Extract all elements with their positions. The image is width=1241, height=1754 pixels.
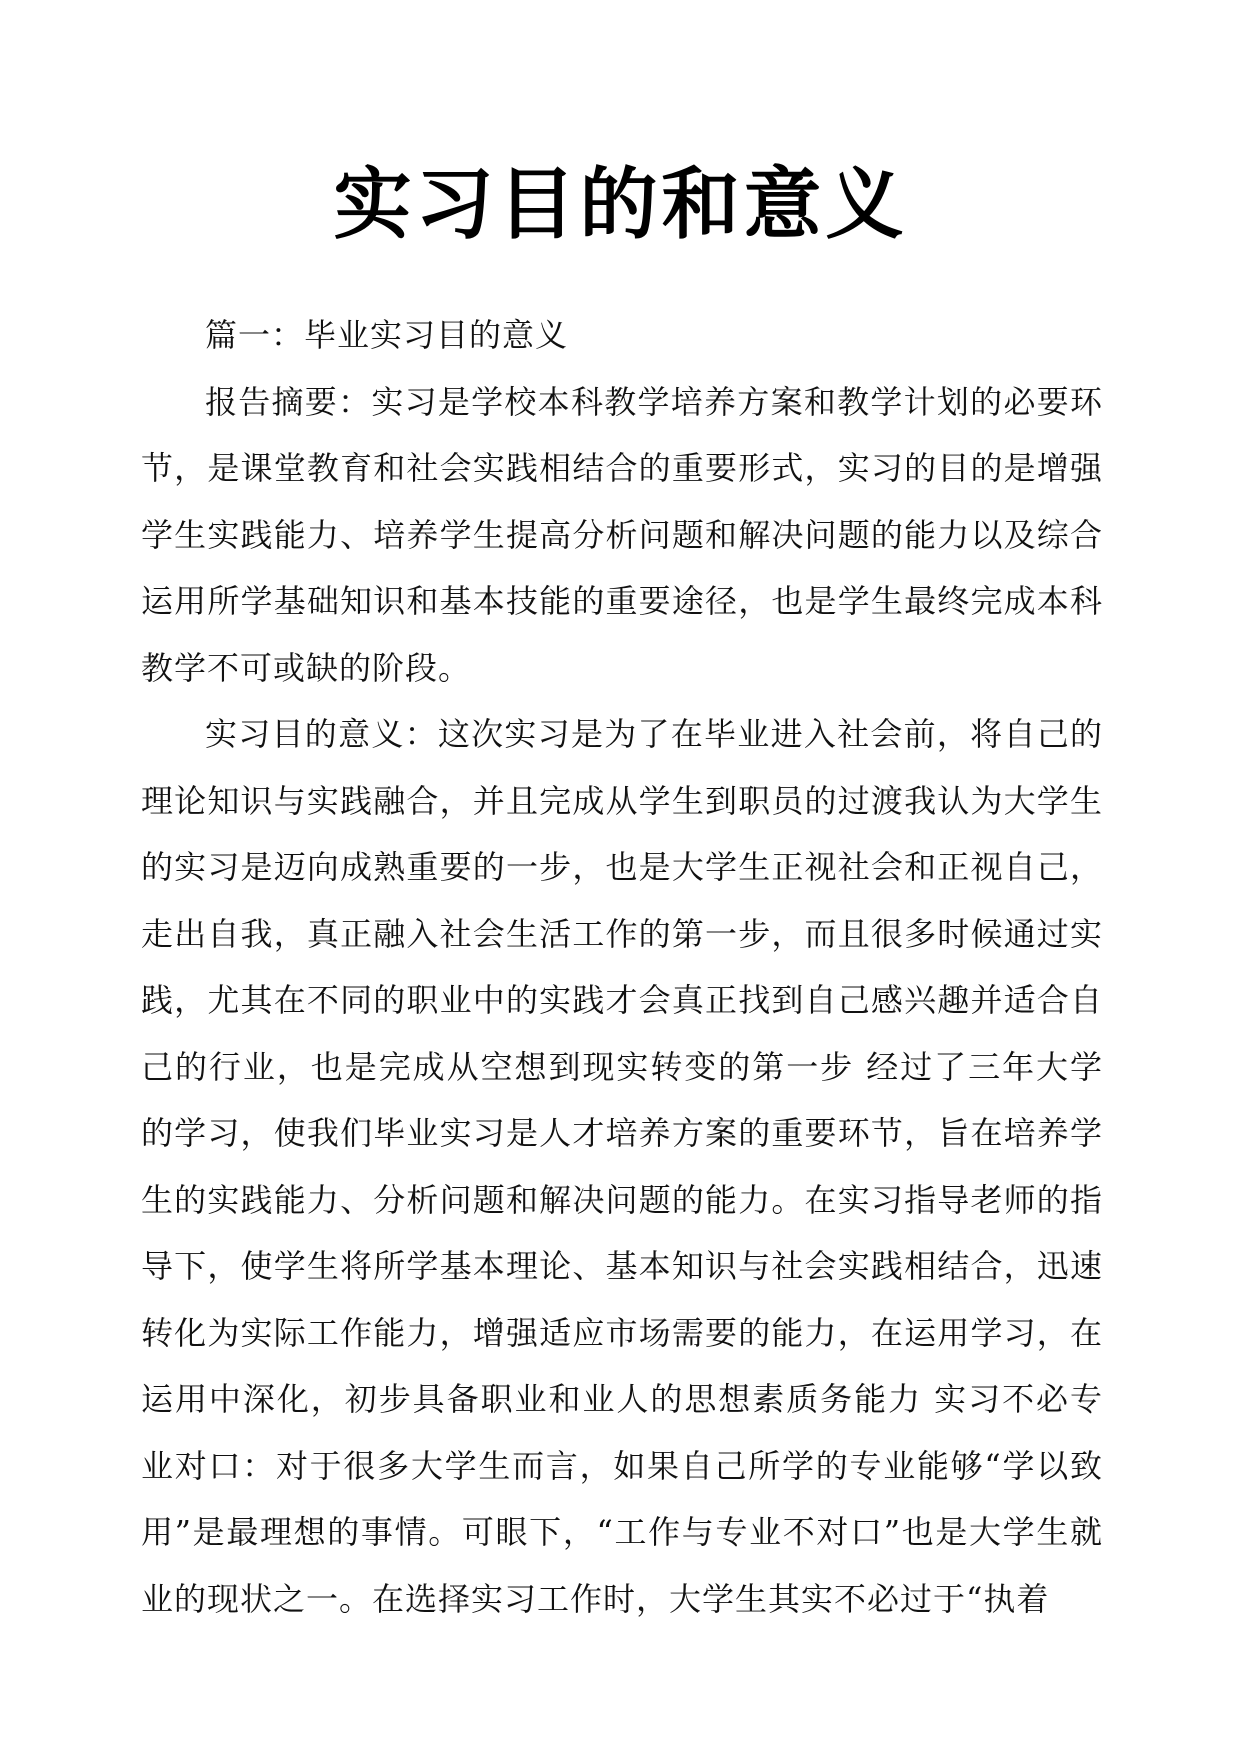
document-body <box>141 302 1103 1632</box>
paragraph-purpose-significance: 实习目的意义：这次实习是为了在毕业进入社会前，将自己的理论知识与实践融合，并且完成从学生到职员的过渡我认为大学生的实习是迈向成熟重要的一步，也是大学生正视社会和正视自己，走出自我，真正融入社会生活工作的第一步，而且很多时候通过实践，尤其在不同的职业中的实践才会真正找到自己感兴趣并适合自己的行业，也是完成从空想到现实转变的第一步 经过了三年大学的学习，使我们毕业实习是人才培养方案的重要环节，旨在培养学生的实践能力、分析问题和解决问题的能力。在实习指导老师的指导下，使学生将所学基本理论、基本知识与社会实践相结合，迅速转化为实际工作能力，增强适应市场需要的能力，在运用学习，在运用中深化，初步具备职业和业人的思想素质务能力 实习不必专业对口：对于很多大学生而言，如果自己所学的专业能够“学以致用”是最理想的事情。可眼下，“工作与专业不对口”也是大学生就业的现状之一。在选择实习工作时，大学生其实不必过于“执着 <box>141 715 1103 1618</box>
paragraph-section-heading: 篇一：毕业实习目的意义 <box>205 316 569 354</box>
document-title: 实习目的和意义 <box>333 160 908 250</box>
paragraph-report-abstract: 报告摘要：实习是学校本科教学培养方案和教学计划的必要环节，是课堂教育和社会实践相结合的重要形式，实习的目的是增强学生实践能力、培养学生提高分析问题和解决问题的能力以及综合运用所学基础知识和基本技能的重要途径，也是学生最终完成本科教学不可或缺的阶段。 <box>141 382 1103 687</box>
